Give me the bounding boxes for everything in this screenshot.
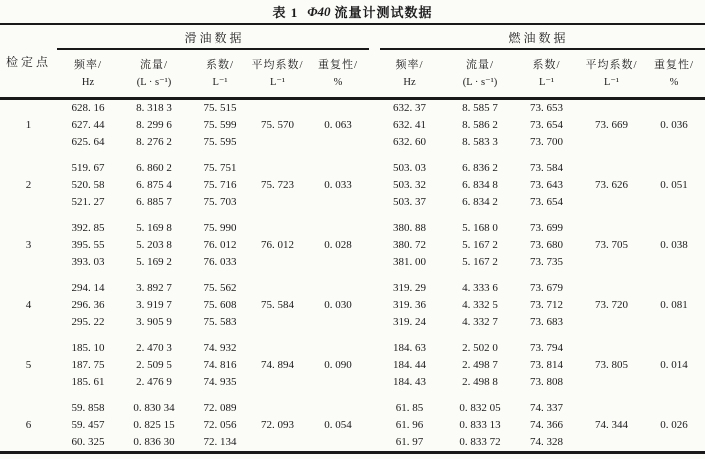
lube-coefficient-cell: 74. 816 — [203, 359, 237, 371]
lube-frequency-cell: 520. 58 — [71, 179, 105, 191]
flowmeter-test-data-table — [0, 23, 705, 454]
fuel-flowrate-cell: 2. 498 7 — [462, 359, 498, 371]
lube-coefficient-cell: 75. 990 — [203, 222, 237, 234]
fuel-frequency-cell: 184. 43 — [393, 376, 427, 388]
lube-coefficient-cell: 75. 515 — [203, 102, 237, 114]
lube-flowrate-cell: 5. 169 8 — [136, 222, 172, 234]
lube-frequency-cell: 295. 22 — [71, 316, 105, 328]
lube-frequency-cell: 627. 44 — [71, 119, 105, 131]
fuel-coefficient-cell: 73. 808 — [530, 376, 564, 388]
fuel-frequency-cell: 319. 29 — [393, 282, 427, 294]
lube-coefficient-cell: 75. 595 — [203, 136, 237, 148]
lube-repeatability-cell: 0. 033 — [324, 179, 352, 191]
lube-coefficient-cell: 74. 935 — [203, 376, 237, 388]
lube-coefficient-cell: 75. 703 — [203, 196, 237, 208]
lube-average-coefficient-cell: 72. 093 — [261, 419, 294, 431]
lube-frequency-cell: 60. 325 — [71, 436, 105, 448]
column-header-row — [0, 50, 705, 99]
lube-flowrate-cell: 8. 276 2 — [136, 136, 172, 148]
data-row — [0, 280, 705, 297]
lube-flowrate-cell: 3. 892 7 — [136, 282, 172, 294]
calibration-point-cell: 2 — [25, 179, 32, 191]
lube-flowrate-cell: 6. 885 7 — [136, 196, 172, 208]
fuel-repeatability-cell: 0. 051 — [660, 179, 688, 191]
fuel-average-coefficient-cell: 73. 626 — [595, 179, 629, 191]
lube-frequency-cell: 519. 67 — [71, 162, 105, 174]
fuel-coefficient-cell: 74. 337 — [530, 402, 564, 414]
fuel-frequency-cell: 632. 60 — [393, 136, 427, 148]
group-header-fuel-oil: 燃油数据 — [372, 24, 705, 50]
fuel-repeatability-cell: 0. 026 — [660, 419, 688, 431]
col-header-lube-coefficient: 系数/ L⁻¹ — [189, 50, 251, 99]
group-spacer — [0, 391, 705, 400]
fuel-coefficient-cell: 73. 654 — [530, 119, 564, 131]
lube-average-coefficient-cell: 75. 584 — [261, 299, 294, 311]
fuel-coefficient-cell: 73. 699 — [530, 222, 564, 234]
data-row — [0, 160, 705, 177]
fuel-flowrate-cell: 8. 586 2 — [462, 119, 498, 131]
fuel-flowrate-cell: 6. 834 2 — [462, 196, 498, 208]
lube-flowrate-cell: 6. 875 4 — [136, 179, 172, 191]
lube-repeatability-cell: 0. 030 — [324, 299, 352, 311]
lube-frequency-cell: 187. 75 — [71, 359, 105, 371]
fuel-coefficient-cell: 74. 328 — [530, 436, 564, 448]
data-row — [0, 99, 705, 118]
calibration-point-group — [0, 280, 705, 331]
lube-coefficient-cell: 72. 134 — [203, 436, 237, 448]
lube-frequency-cell: 625. 64 — [71, 136, 105, 148]
fuel-repeatability-cell: 0. 081 — [660, 299, 688, 311]
fuel-frequency-cell: 503. 37 — [393, 196, 427, 208]
col-header-lube-average-coefficient: 平均系数/ L⁻¹ — [251, 50, 304, 99]
fuel-repeatability-cell: 0. 038 — [660, 239, 688, 251]
lube-coefficient-cell: 74. 932 — [203, 342, 237, 354]
lube-coefficient-cell: 75. 608 — [203, 299, 237, 311]
col-header-fuel-average-coefficient: 平均系数/ L⁻¹ — [580, 50, 643, 99]
fuel-average-coefficient-cell: 73. 705 — [595, 239, 629, 251]
lube-average-coefficient-cell: 75. 723 — [261, 179, 294, 191]
table-number: 表 1 — [272, 5, 299, 20]
fuel-flowrate-cell: 5. 167 2 — [462, 256, 498, 268]
lube-coefficient-cell: 76. 012 — [203, 239, 237, 251]
lube-frequency-cell: 294. 14 — [71, 282, 105, 294]
fuel-coefficient-cell: 74. 366 — [530, 419, 564, 431]
calibration-point-cell: 4 — [25, 299, 32, 311]
data-row — [0, 220, 705, 237]
data-row — [0, 400, 705, 417]
fuel-frequency-cell: 503. 03 — [393, 162, 427, 174]
lube-coefficient-cell: 72. 056 — [203, 419, 237, 431]
lube-flowrate-cell: 6. 860 2 — [136, 162, 172, 174]
group-spacer — [0, 211, 705, 220]
fuel-flowrate-cell: 4. 332 7 — [462, 316, 498, 328]
lube-average-coefficient-cell: 75. 570 — [261, 119, 294, 131]
calibration-point-group — [0, 400, 705, 453]
fuel-coefficient-cell: 73. 643 — [530, 179, 564, 191]
col-header-lube-flowrate: 流量/ (L · s⁻¹) — [119, 50, 189, 99]
fuel-repeatability-cell: 0. 036 — [660, 119, 688, 131]
fuel-flowrate-cell: 4. 332 5 — [462, 299, 498, 311]
fuel-flowrate-cell: 0. 833 13 — [459, 419, 501, 431]
lube-frequency-cell: 628. 16 — [71, 102, 105, 114]
fuel-flowrate-cell: 5. 167 2 — [462, 239, 498, 251]
lube-flowrate-cell: 0. 825 15 — [133, 419, 175, 431]
fuel-coefficient-cell: 73. 814 — [530, 359, 564, 371]
fuel-frequency-cell: 503. 32 — [393, 179, 427, 191]
group-spacer — [0, 151, 705, 160]
fuel-frequency-cell: 380. 72 — [393, 239, 427, 251]
fuel-coefficient-cell: 73. 654 — [530, 196, 564, 208]
lube-coefficient-cell: 76. 033 — [203, 256, 237, 268]
fuel-frequency-cell: 184. 44 — [393, 359, 427, 371]
fuel-frequency-cell: 319. 24 — [393, 316, 427, 328]
flowmeter-diameter-symbol: Φ40 — [307, 3, 331, 19]
lube-frequency-cell: 185. 61 — [71, 376, 105, 388]
group-spacer — [0, 331, 705, 340]
fuel-coefficient-cell: 73. 712 — [530, 299, 564, 311]
header-calibration-point: 检定点 — [0, 24, 57, 99]
fuel-coefficient-cell: 73. 683 — [530, 316, 564, 328]
fuel-coefficient-cell: 73. 653 — [530, 102, 564, 114]
fuel-average-coefficient-cell: 73. 720 — [595, 299, 629, 311]
lube-coefficient-cell: 72. 089 — [203, 402, 237, 414]
lube-frequency-cell: 185. 10 — [71, 342, 105, 354]
lube-flowrate-cell: 8. 299 6 — [136, 119, 172, 131]
lube-flowrate-cell: 2. 476 9 — [136, 376, 172, 388]
lube-flowrate-cell: 2. 470 3 — [136, 342, 172, 354]
fuel-flowrate-cell: 4. 333 6 — [462, 282, 498, 294]
col-header-fuel-flowrate: 流量/ (L · s⁻¹) — [447, 50, 513, 99]
fuel-average-coefficient-cell: 73. 805 — [595, 359, 629, 371]
fuel-flowrate-cell: 5. 168 0 — [462, 222, 498, 234]
table-header — [0, 24, 705, 99]
table-title-text: 流量计测试数据 — [334, 5, 433, 20]
lube-frequency-cell: 395. 55 — [71, 239, 105, 251]
lube-repeatability-cell: 0. 063 — [324, 119, 352, 131]
fuel-frequency-cell: 61. 97 — [395, 436, 424, 448]
col-header-lube-frequency: 频率/ Hz — [57, 50, 119, 99]
calibration-point-group — [0, 160, 705, 211]
lube-repeatability-cell: 0. 028 — [324, 239, 352, 251]
lube-frequency-cell: 59. 858 — [71, 402, 105, 414]
fuel-frequency-cell: 380. 88 — [393, 222, 427, 234]
lube-flowrate-cell: 0. 830 34 — [133, 402, 175, 414]
lube-frequency-cell: 296. 36 — [71, 299, 105, 311]
lube-coefficient-cell: 75. 751 — [203, 162, 237, 174]
fuel-repeatability-cell: 0. 014 — [660, 359, 688, 371]
calibration-point-cell: 6 — [25, 419, 32, 431]
fuel-flowrate-cell: 2. 498 8 — [462, 376, 498, 388]
fuel-flowrate-cell: 2. 502 0 — [462, 342, 498, 354]
fuel-coefficient-cell: 73. 679 — [530, 282, 564, 294]
lube-flowrate-cell: 5. 169 2 — [136, 256, 172, 268]
fuel-frequency-cell: 61. 85 — [395, 402, 424, 414]
col-header-fuel-frequency: 频率/ Hz — [372, 50, 447, 99]
lube-flowrate-cell: 2. 509 5 — [136, 359, 172, 371]
lube-coefficient-cell: 75. 583 — [203, 316, 237, 328]
fuel-average-coefficient-cell: 73. 669 — [595, 119, 629, 131]
col-header-fuel-repeatability: 重复性/ % — [643, 50, 705, 99]
calibration-point-group — [0, 99, 705, 152]
fuel-flowrate-cell: 0. 833 72 — [459, 436, 501, 448]
lube-average-coefficient-cell: 74. 894 — [261, 359, 294, 371]
fuel-frequency-cell: 61. 96 — [395, 419, 424, 431]
fuel-frequency-cell: 381. 00 — [393, 256, 427, 268]
calibration-point-cell: 1 — [25, 119, 32, 131]
lube-flowrate-cell: 3. 905 9 — [136, 316, 172, 328]
fuel-frequency-cell: 319. 36 — [393, 299, 427, 311]
calibration-point-group — [0, 340, 705, 391]
fuel-flowrate-cell: 0. 832 05 — [459, 402, 501, 414]
lube-frequency-cell: 392. 85 — [71, 222, 105, 234]
lube-coefficient-cell: 75. 599 — [203, 119, 237, 131]
calibration-point-cell: 5 — [25, 359, 32, 371]
group-spacer — [0, 271, 705, 280]
group-header-lube-oil: 滑油数据 — [57, 24, 372, 50]
fuel-flowrate-cell: 6. 834 8 — [462, 179, 498, 191]
lube-frequency-cell: 393. 03 — [71, 256, 105, 268]
lube-coefficient-cell: 75. 716 — [203, 179, 237, 191]
fuel-coefficient-cell: 73. 700 — [530, 136, 564, 148]
fuel-coefficient-cell: 73. 584 — [530, 162, 564, 174]
lube-flowrate-cell: 0. 836 30 — [133, 436, 175, 448]
fuel-frequency-cell: 632. 37 — [393, 102, 427, 114]
fuel-coefficient-cell: 73. 735 — [530, 256, 564, 268]
fuel-coefficient-cell: 73. 680 — [530, 239, 564, 251]
lube-frequency-cell: 521. 27 — [71, 196, 105, 208]
data-row — [0, 340, 705, 357]
lube-coefficient-cell: 75. 562 — [203, 282, 237, 294]
lube-repeatability-cell: 0. 090 — [324, 359, 352, 371]
lube-frequency-cell: 59. 457 — [71, 419, 105, 431]
lube-repeatability-cell: 0. 054 — [324, 419, 352, 431]
lube-flowrate-cell: 3. 919 7 — [136, 299, 172, 311]
group-header-row — [0, 24, 705, 50]
calibration-point-group — [0, 220, 705, 271]
table-title — [0, 0, 705, 23]
fuel-average-coefficient-cell: 74. 344 — [595, 419, 629, 431]
fuel-coefficient-cell: 73. 794 — [530, 342, 564, 354]
fuel-frequency-cell: 184. 63 — [393, 342, 427, 354]
lube-flowrate-cell: 5. 203 8 — [136, 239, 172, 251]
calibration-point-cell: 3 — [25, 239, 32, 251]
lube-average-coefficient-cell: 76. 012 — [261, 239, 294, 251]
fuel-flowrate-cell: 8. 583 3 — [462, 136, 498, 148]
lube-flowrate-cell: 8. 318 3 — [136, 102, 172, 114]
col-header-fuel-coefficient: 系数/ L⁻¹ — [513, 50, 580, 99]
fuel-flowrate-cell: 6. 836 2 — [462, 162, 498, 174]
col-header-lube-repeatability: 重复性/ % — [304, 50, 372, 99]
fuel-flowrate-cell: 8. 585 7 — [462, 102, 498, 114]
fuel-frequency-cell: 632. 41 — [393, 119, 427, 131]
